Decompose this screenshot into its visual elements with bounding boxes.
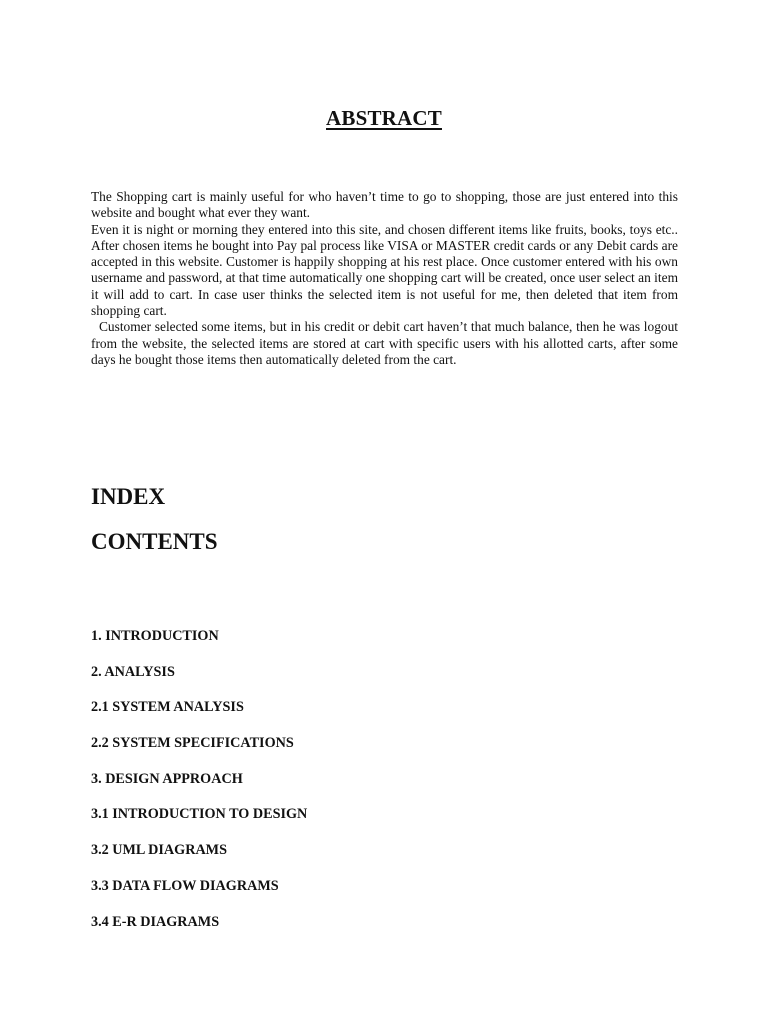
toc-item-analysis: 2. ANALYSIS: [91, 663, 175, 680]
table-of-contents: [91, 627, 307, 948]
toc-item-system-analysis: 2.1 SYSTEM ANALYSIS: [91, 699, 244, 716]
index-heading: INDEX: [91, 484, 166, 509]
toc-item-introduction-to-design: 3.1 INTRODUCTION TO DESIGN: [91, 806, 308, 823]
abstract-paragraph-3: Customer selected some items, but in his credit or debit cart haven’t that much balance, then he was logout from the website, the selected items are stored at cart with specific users with his allotted carts, after some days he bought those items then automatically deleted from the cart.: [91, 319, 678, 367]
toc-item-system-specifications: 2.2 SYSTEM SPECIFICATIONS: [91, 735, 294, 752]
toc-item-design-approach: 3. DESIGN APPROACH: [91, 770, 243, 787]
abstract-heading: ABSTRACT: [326, 106, 442, 130]
toc-item-er-diagrams: 3.4 E-R DIAGRAMS: [91, 913, 220, 930]
toc-item-introduction: 1. INTRODUCTION: [91, 628, 219, 644]
toc-item-uml-diagrams: 3.2 UML DIAGRAMS: [91, 842, 227, 859]
abstract-paragraph-2: Even it is night or morning they entered into this site, and chosen different items like fruits, books, toys etc.. After chosen items he bought into Pay pal process like VISA or MASTER credit cards or any Debit cards are accepted in this website. Customer is happily shopping at his rest place. Once customer entered with his own username and password, at that time automatically one shopping cart will be created, once user select an item it will add to cart. In case user thinks the selected item is not useful for me, then deleted that item from shopping cart.: [91, 221, 678, 319]
abstract-body: [91, 189, 678, 368]
abstract-paragraph-1: The Shopping cart is mainly useful for who haven’t time to go to shopping, those are just entered into this website and bought what ever they want.: [91, 189, 678, 221]
toc-item-data-flow-diagrams: 3.3 DATA FLOW DIAGRAMS: [91, 877, 279, 894]
contents-heading: CONTENTS: [91, 529, 218, 554]
